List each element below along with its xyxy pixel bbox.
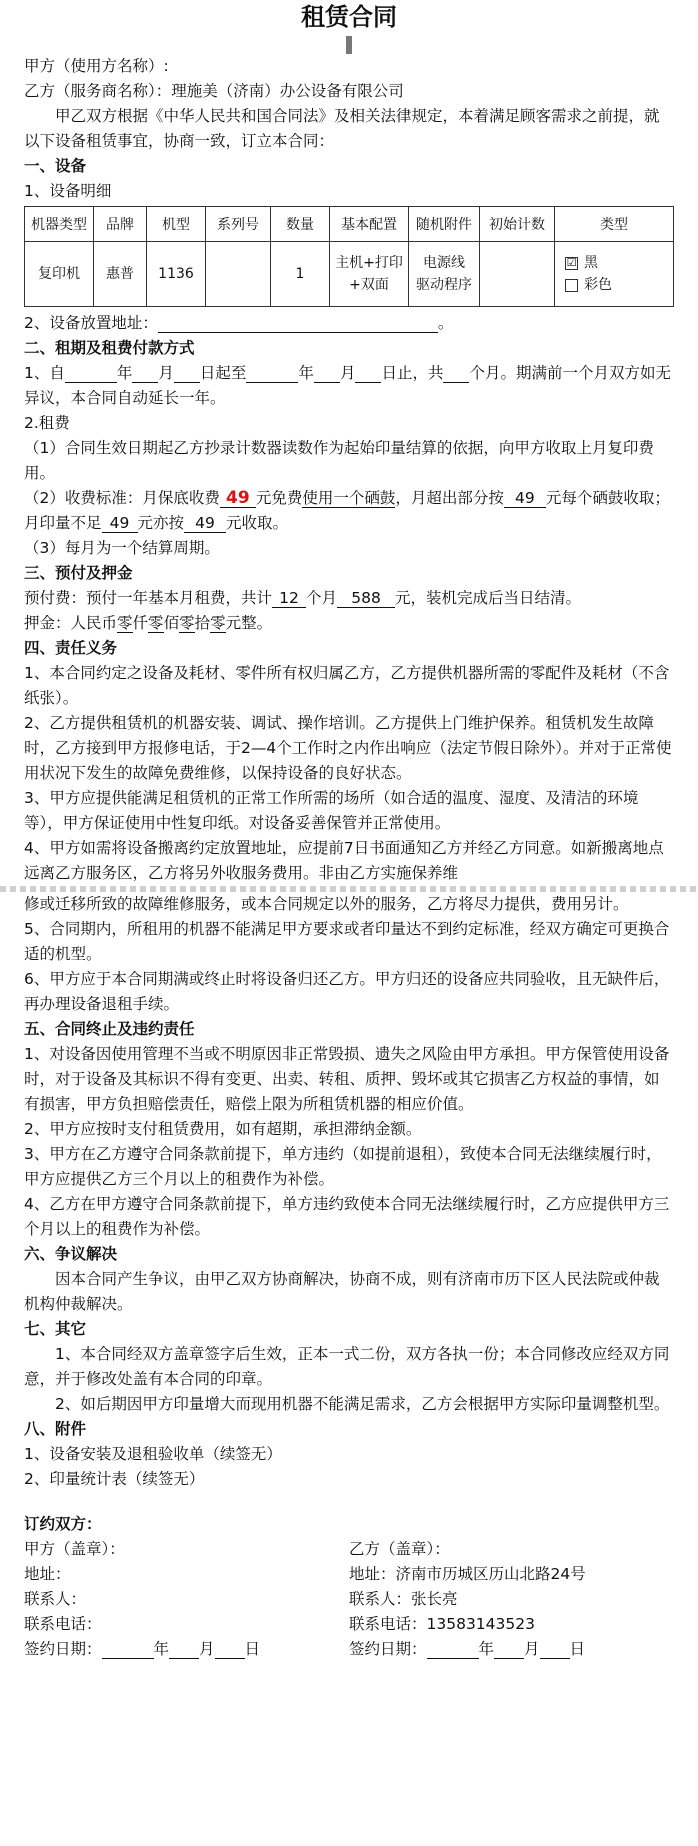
party-b-sign xyxy=(349,1537,674,1662)
th-config: 基本配置 xyxy=(330,207,409,242)
section7-item-1: 1、本合同经双方盖章签字后生效，正本一式二份，双方各执一份；本合同修改应经双方同意，并于修改处盖有本合同的印章。 xyxy=(24,1345,670,1388)
cell-type: 复印机 xyxy=(25,242,94,307)
address-label: 2、设备放置地址： xyxy=(24,314,158,332)
cell-config xyxy=(330,242,409,307)
unchecked-box-icon[interactable] xyxy=(565,279,578,292)
option-black-label: 黑 xyxy=(584,255,598,271)
section8-item-2: 2、印量统计表（续签无） xyxy=(24,1470,205,1488)
th-qty: 数量 xyxy=(271,207,330,242)
address-end: 。 xyxy=(437,314,454,332)
section4-item-2: 2、乙方提供租赁机的机器安装、调试、操作培训。乙方提供上门维护保养。租赁机发生故障时，乙方接到甲方报修电话，于2—4个工作时之内作出响应（法定节假日除外）。并对于正常使用状况下发生的故障免费维修，以保持设备的良好状态。 xyxy=(24,714,672,782)
party-b-address: 地址：济南市历城区历山北路24号 xyxy=(349,1565,586,1583)
fee-title: 2.租费 xyxy=(24,414,70,432)
section1-sub2 xyxy=(24,311,674,336)
fee-item-2: （2）收费标准：月保底收费 49 元免费使用一个硒鼓，月超出部分按 49 元每个硒鼓收取；月印量不足 49 元亦按 49 元收取。 xyxy=(24,488,670,532)
section5-item-3: 3、甲方在乙方遵守合同条款前提下，单方违约（如提前退租），致使本合同无法继续履行时，甲方应提供乙方三个月以上的租费作为补偿。 xyxy=(24,1145,662,1188)
section5-title: 五、合同终止及违约责任 xyxy=(24,1020,195,1038)
option-color[interactable] xyxy=(565,274,673,296)
section4-item-4b: 修或迁移所致的故障维修服务，或本合同规定以外的服务，乙方将尽力提供，费用另计。 xyxy=(24,895,629,913)
party-a-contact: 联系人： xyxy=(24,1590,87,1608)
th-serial: 系列号 xyxy=(206,207,271,242)
th-accessory: 随机附件 xyxy=(409,207,480,242)
section7-title: 七、其它 xyxy=(24,1320,87,1338)
option-color-label: 彩色 xyxy=(584,277,612,293)
accessory-line1: 电源线 xyxy=(423,255,465,271)
term-clause: 1、自 年 月 日起至 年 月 日止，共 个月。期满前一个月双方如无异议，本合同自动延长一年。 xyxy=(24,364,671,407)
cell-serial xyxy=(206,242,271,307)
cell-initial-count xyxy=(480,242,555,307)
monthly-fee-value: 49 xyxy=(220,489,256,508)
th-model: 机型 xyxy=(147,207,206,242)
party-b-date: 签约日期： 年 月 日 xyxy=(349,1640,586,1658)
party-b-stamp: 乙方（盖章）： xyxy=(349,1540,450,1558)
signature-block xyxy=(24,1537,674,1662)
section2-title: 二、租期及租费付款方式 xyxy=(24,339,195,357)
section6-title: 六、争议解决 xyxy=(24,1245,118,1263)
th-initial-count: 初始计数 xyxy=(480,207,555,242)
section5-item-2: 2、甲方应按时支付租赁费用，如有超期，承担滞纳金额。 xyxy=(24,1120,422,1138)
fee-item-1: （1）合同生效日期起乙方抄录计数器读数作为起始印量结算的依据，向甲方收取上月复印费用。 xyxy=(24,439,654,482)
cell-brand: 惠普 xyxy=(94,242,147,307)
section5-item-1: 1、对设备因使用管理不当或不明原因非正常毁损、遗失之风险由甲方承担。甲方保管使用设备时，对于设备及其标识不得有变更、出卖、转租、质押、毁坏或其它损害乙方权益的事情，如有损害，甲方负担赔偿责任，赔偿上限为所租赁机器的相应价值。 xyxy=(24,1045,670,1113)
party-b-contact: 联系人：张长亮 xyxy=(349,1590,458,1608)
section7-item-2: 2、如后期因甲方印量增大而现用机器不能满足需求，乙方会根据甲方实际印量调整机型。 xyxy=(55,1395,670,1413)
party-a-stamp: 甲方（盖章）： xyxy=(24,1540,125,1558)
config-line1: 主机+打印 xyxy=(335,255,403,271)
deposit-clause: 押金：人民币零仟零佰零拾零元整。 xyxy=(24,614,273,632)
section4-item-4a: 4、甲方如需将设备搬离约定放置地址，应提前7日书面通知乙方并经乙方同意。如新搬离地点远离乙方服务区，乙方将另外收服务费用。非由乙方实施保养维 xyxy=(24,839,664,882)
table-header-row xyxy=(25,207,674,242)
section6-text: 因本合同产生争议，由甲乙双方协商解决，协商不成，则有济南市历下区人民法院或仲裁机构仲裁解决。 xyxy=(24,1270,660,1313)
equipment-table xyxy=(24,206,674,307)
section3-title: 三、预付及押金 xyxy=(24,564,133,582)
party-a-phone: 联系电话： xyxy=(24,1615,102,1633)
party-a-sign xyxy=(24,1537,349,1662)
th-kind: 类型 xyxy=(555,207,674,242)
section8-item-1: 1、设备安装及退租验收单（续签无） xyxy=(24,1445,282,1463)
section4-title: 四、责任义务 xyxy=(24,639,118,657)
section8-title: 八、附件 xyxy=(24,1420,87,1438)
party-b: 乙方（服务商名称）：理施美（济南）办公设备有限公司 xyxy=(24,82,404,100)
party-b-phone: 联系电话：13583143523 xyxy=(349,1615,535,1633)
party-a-date: 签约日期： 年 月 日 xyxy=(24,1640,261,1658)
section4-item-5: 5、合同期内，所租用的机器不能满足甲方要求或者印量达不到约定标准，经双方确定可更换合适的机型。 xyxy=(24,920,670,963)
cell-accessory xyxy=(409,242,480,307)
section1-title: 一、设备 xyxy=(24,157,87,175)
option-black[interactable] xyxy=(565,252,673,274)
page-title: 租赁合同 xyxy=(301,3,397,31)
text-cursor-marker xyxy=(346,36,352,54)
cell-kind xyxy=(555,242,674,307)
th-type: 机器类型 xyxy=(25,207,94,242)
cell-model: 1136 xyxy=(147,242,206,307)
fee-item-3: （3）每月为一个结算周期。 xyxy=(24,539,220,557)
section4-item-1: 1、本合同约定之设备及耗材、零件所有权归属乙方，乙方提供机器所需的零配件及耗材（不含纸张）。 xyxy=(24,664,670,707)
section1-sub1: 1、设备明细 xyxy=(24,182,112,200)
th-brand: 品牌 xyxy=(94,207,147,242)
address-blank[interactable] xyxy=(158,314,438,333)
cell-qty: 1 xyxy=(271,242,330,307)
accessory-line2: 驱动程序 xyxy=(416,277,472,293)
preamble: 甲乙双方根据《中华人民共和国合同法》及相关法律规定，本着满足顾客需求之前提，就以下设备租赁事宜，协商一致，订立本合同： xyxy=(24,107,660,150)
sign-title: 订约双方： xyxy=(24,1515,102,1533)
section4-item-3: 3、甲方应提供能满足租赁机的正常工作所需的场所（如合适的温度、湿度、及清洁的环境等），甲方保证使用中性复印纸。对设备妥善保管并正常使用。 xyxy=(24,789,639,832)
party-a-address: 地址： xyxy=(24,1565,71,1583)
table-row xyxy=(25,242,674,307)
section4-item-6: 6、甲方应于本合同期满或终止时将设备归还乙方。甲方归还的设备应共同验收，且无缺件后，再办理设备退租手续。 xyxy=(24,970,670,1013)
prepay-clause: 预付费：预付一年基本月租费，共计 12 个月 588 元，装机完成后当日结清。 xyxy=(24,589,582,607)
section5-item-4: 4、乙方在甲方遵守合同条款前提下，单方违约致使本合同无法继续履行时，乙方应提供甲方三个月以上的租费作为补偿。 xyxy=(24,1195,670,1238)
checked-box-icon[interactable]: ☑ xyxy=(566,255,577,269)
config-line2: +双面 xyxy=(349,277,389,293)
party-a: 甲方（使用方名称）: xyxy=(24,57,169,75)
